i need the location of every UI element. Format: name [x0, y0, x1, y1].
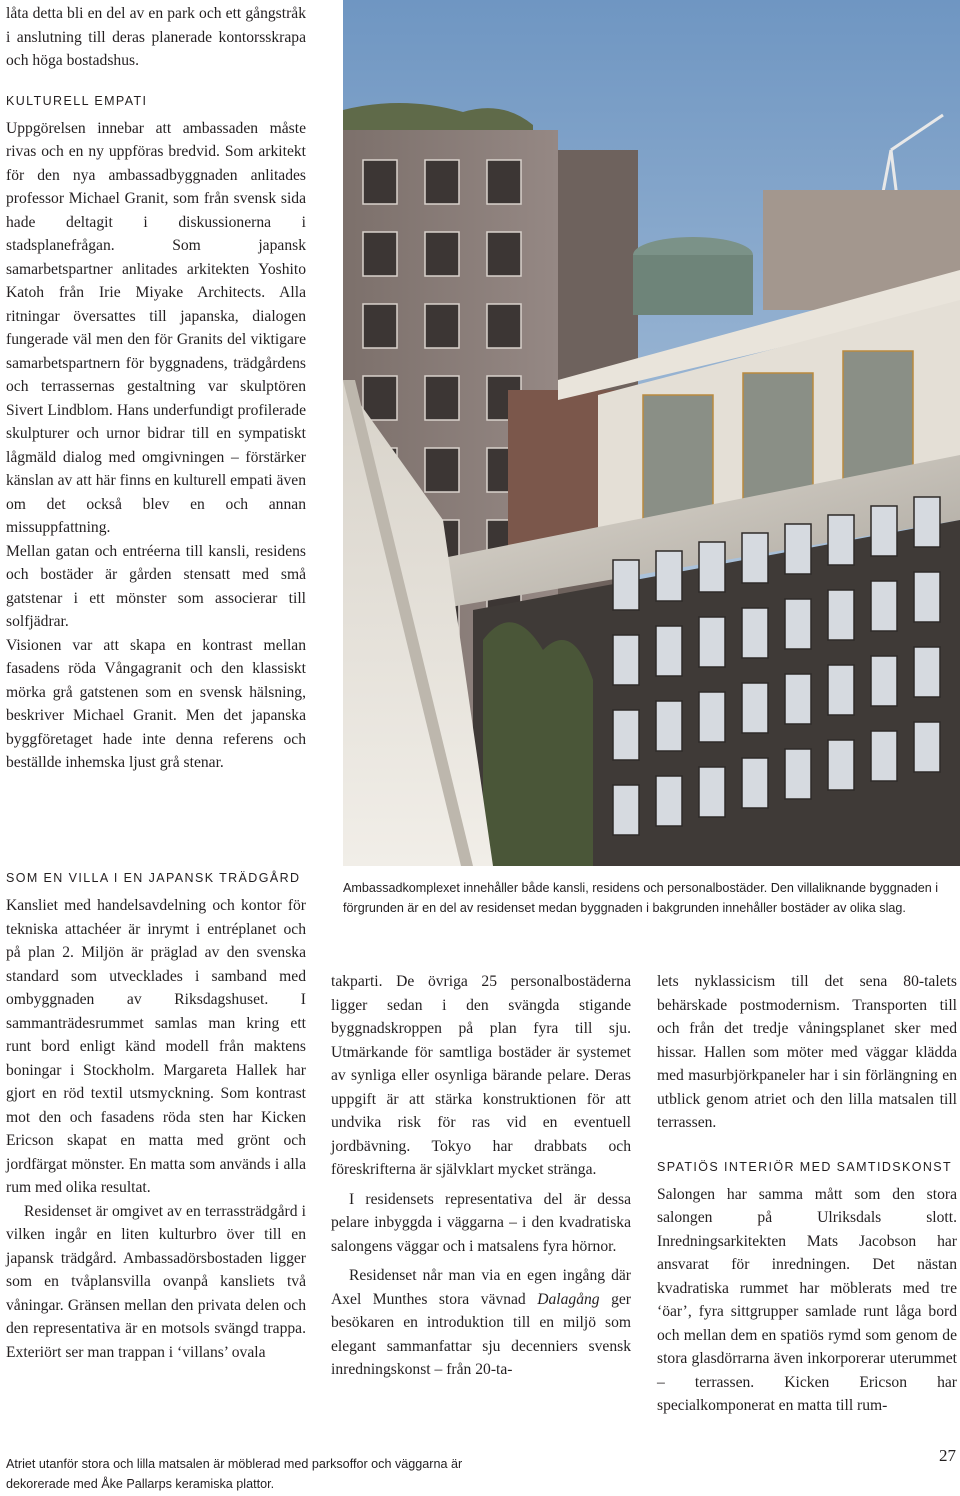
window-shape — [425, 160, 459, 204]
window-shape — [656, 776, 682, 826]
paragraph: Visionen var att skapa en kontrast mellan fasadens röda Vångagranit och den klassiskt mörka grå gatstenen som en svensk hälsning, beskriver Michael Granit. Men det japanska byggföretaget hade inte denna referens och beställde inhemska ljust grå stenar. — [6, 636, 306, 771]
intro-paragraph: låta detta bli en del av en park och ett gångstråk i anslutning till deras planerade kontorsskrapa och höga bostadshus. — [6, 5, 306, 69]
paragraph: Uppgörelsen innebar att ambassaden måste rivas och en ny uppföras bredvid. Som arkitekt för den nya ambassadbyggnaden anlitades professor Michael Granit, som från svensk sida hade deltagit i diskussionerna i stadsplanefrågan. Som japansk samarbetspartner anlitades arkitekten Yoshito Katoh från Irie Miyake Architects. Alla ritningar översattes till japanska, dialogen fungerade väl men den för Granits del viktigare samarbetspartnern för byggnadens, trädgårdens och terrassernas gestaltning var skulptören Sivert Lindblom. Hans underfundigt profilerade skulpturer och urnor bidrar till en sympatiskt lågmäld dialog med omgivningen – förstärker känslan av att här finns en kulturell empati även om det också blev en och annan missuppfattning. — [6, 119, 306, 536]
window-shape — [425, 448, 459, 492]
window-shape — [914, 722, 940, 772]
window-shape — [699, 542, 725, 592]
paragraph: Salongen har samma mått som den stora salongen på Ulriksdals slott. Inredningsarkitekten Mats Jacobson har ansvarat för inredningen. Det nästan kvadratiska rummet har möblerats med tre ‘öar’, fyra sittgrupper samlade runt låga bord och mellan dem en spatiös rymd som genom de stora glasdörrarna även inkorporerar uterummet – terrassen. Kicken Ericson har specialkomponerat en matta till rum- — [657, 1185, 957, 1414]
artwork-title: Dalagång — [537, 1290, 600, 1308]
text-column-1 — [6, 2, 306, 775]
paragraph — [331, 1264, 631, 1382]
paragraph: Kansliet med handelsavdelning och kontor för tekniska attachéer är inrymt i entréplanet och på plan 2. Miljön är präglad av den svenska standard som utvecklades i samband med ombyggnaden av Riksdagshuset. I sammanträdesrummet samlas man kring ett runt bord enligt känd modell från maktens boningar i Stockholm. Margareta Hallek har gjort en röd textil utsmyckning. Som kontrast mot den och fasadens röda sten har Kicken Ericson skapat en matta med grönt och jordfärgat mönster. En matta som används i alla rum med olika resultat. — [6, 897, 306, 1196]
window-shape — [871, 506, 897, 556]
window-shape — [785, 524, 811, 574]
window-shape — [828, 590, 854, 640]
window-shape — [613, 710, 639, 760]
section-heading-villa: SOM EN VILLA I EN JAPANSK TRÄDGÅRD — [6, 871, 301, 885]
window-shape — [425, 376, 459, 420]
bottom-caption: Atriet utanför stora och lilla matsalen är möblerad med parksoffor och väggarna är dekorerade med Åke Pallarps keramiska plattor. — [6, 1457, 463, 1491]
window-shape — [742, 608, 768, 658]
page-number: 27 — [939, 1446, 956, 1465]
paragraph: Mellan gatan och entréerna till kansli, residens och bostäder är gården stensatt med små gatstenar i ett mönster som associerar till solfjädrar. — [6, 542, 306, 630]
paragraph: Residenset är omgivet av en terrassträdgård i vilken ingår en liten kulturbro över till en japansk trädgård. Ambassadörsbostaden ligger som en tvåplansvilla ovanpå kansliets två våningar. Gränsen mellan den privata delen och den representativa är en motsols svängd trappa. Exteriört ser man trappan i ‘villans’ ovala — [6, 1202, 306, 1361]
window-shape — [656, 551, 682, 601]
window-shape — [742, 683, 768, 733]
photo-caption: Ambassadkomplexet innehåller både kansli, residens och personalbostäder. Den villaliknande byggnaden i förgrunden är en del av residenset medan byggnaden i bakgrunden innehåller bostäder av olika slag. — [343, 881, 939, 915]
window-shape — [742, 758, 768, 808]
window-shape — [843, 351, 913, 481]
window-shape — [828, 740, 854, 790]
window-shape — [699, 692, 725, 742]
paragraph: takparti. De övriga 25 personalbostäderna ligger sedan i den svängda stigande byggnadskroppen på plan fyra till sju. Utmärkande för samtliga bostäder är systemet av synliga eller osynliga bärande pelare. Deras uppgift är att stärka konstruktionen för att undvika risk för ras vid en eventuell jordbävning. Tokyo har drabbats och föreskrifterna är självklart mycket stränga. — [331, 973, 631, 1178]
window-shape — [871, 581, 897, 631]
text-column-1-lower — [6, 870, 306, 1364]
window-shape — [871, 656, 897, 706]
text-span: ger besökaren en introduktion till en miljö som elegant sammanfattar sju decenniers svensk inredningskonst – från 20-ta- — [331, 1290, 632, 1378]
window-shape — [914, 647, 940, 697]
paragraph: I residensets representativa del är dessa pelare inbyggda i väggarna – i den kvadratiska salongens väggar och i matsalens fyra hörnor. — [331, 1190, 631, 1255]
window-shape — [613, 560, 639, 610]
paragraph: lets nyklassicism till det sena 80-talets behärskade postmodernism. Transporten till och från det tredje våningsplanet sker med hissar. Hallen som möter med väggar klädda med masurbjörkpaneler har i sin förlängning en utblick genom atriet och den lilla matsalen till terrassen. — [657, 973, 957, 1131]
window-shape — [785, 599, 811, 649]
window-shape — [743, 373, 813, 503]
window-shape — [363, 160, 397, 204]
window-shape — [425, 232, 459, 276]
window-shape — [656, 701, 682, 751]
text-span: Residenset når man via en egen ingång där Axel Munthes stora vävnad — [331, 1267, 631, 1308]
window-shape — [487, 232, 521, 276]
building-photo-illustration — [343, 0, 960, 866]
window-shape — [363, 304, 397, 348]
window-shape — [425, 304, 459, 348]
window-shape — [871, 731, 897, 781]
building-photo — [343, 0, 960, 866]
text-column-3 — [657, 970, 957, 1418]
window-shape — [828, 515, 854, 565]
window-shape — [487, 160, 521, 204]
section-heading-kulturell-empati: KULTURELL EMPATI — [6, 93, 148, 108]
window-shape — [699, 617, 725, 667]
window-shape — [828, 665, 854, 715]
window-shape — [363, 376, 397, 420]
window-shape — [914, 572, 940, 622]
section-heading-spatios: SPATIÖS INTERIÖR MED SAMTIDSKONST — [657, 1159, 953, 1174]
window-shape — [643, 395, 713, 525]
window-shape — [613, 785, 639, 835]
window-shape — [785, 674, 811, 724]
window-shape — [656, 626, 682, 676]
window-shape — [613, 635, 639, 685]
text-column-2 — [331, 970, 631, 1382]
window-shape — [785, 749, 811, 799]
window-shape — [914, 497, 940, 547]
window-shape — [742, 533, 768, 583]
window-shape — [363, 232, 397, 276]
window-shape — [699, 767, 725, 817]
window-shape — [487, 304, 521, 348]
